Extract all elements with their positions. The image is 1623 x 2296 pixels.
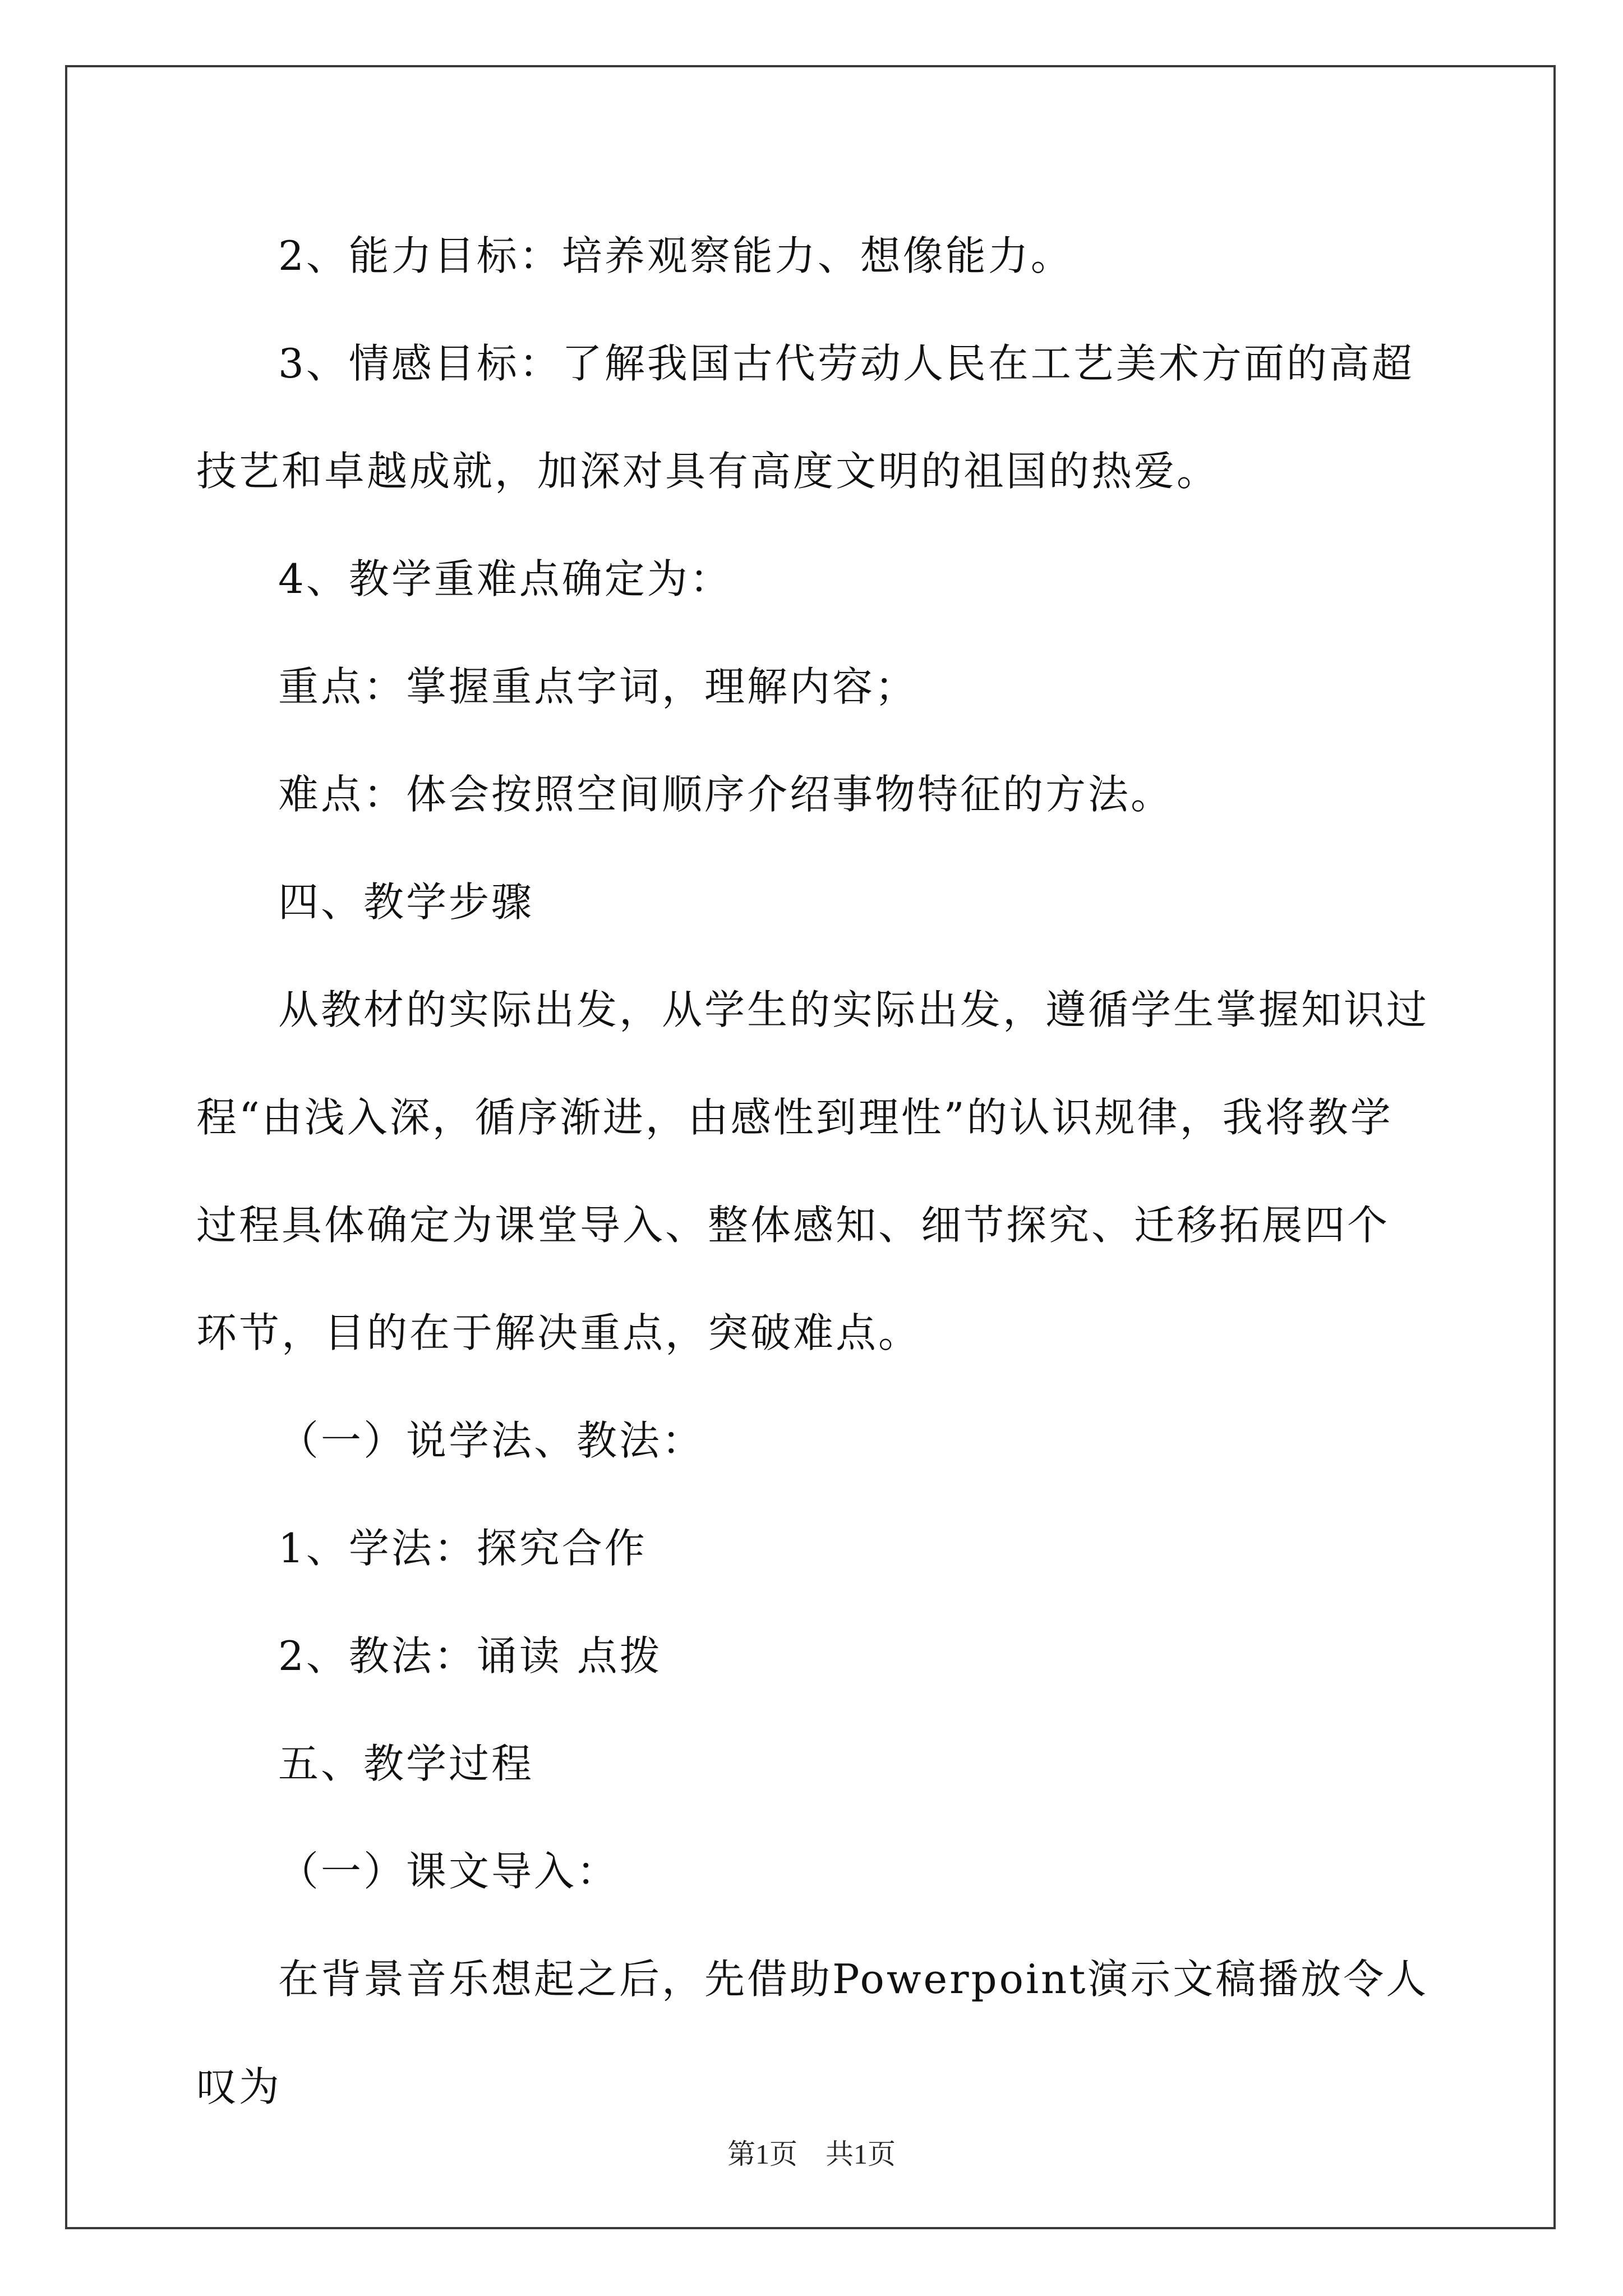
- section-heading: 四、教学步骤: [278, 878, 534, 926]
- paragraph: 在背景音乐想起之后，先借助Powerpoint演示文稿播放令人叹为: [196, 1955, 1429, 2110]
- document-body: [196, 202, 1430, 2141]
- page-number-footer: 第1页 共1页: [727, 2138, 896, 2170]
- paragraph: 从教材的实际出发，从学生的实际出发，遵循学生掌握知识过程“由浅入深，循序渐进，由感性到理性”的认识规律，我将教学过程具体确定为课堂导入、整体感知、细节探究、迁移拓展四个环节，目的在于解决重点，突破难点。: [196, 986, 1430, 1356]
- subsection-heading: （一）课文导入：: [278, 1848, 620, 1895]
- paragraph: 重点：掌握重点字词，理解内容；: [278, 663, 918, 710]
- section-heading: 五、教学过程: [278, 1740, 534, 1787]
- paragraph: 难点：体会按照空间顺序介绍事物特征的方法。: [278, 771, 1174, 818]
- paragraph: 1、学法：探究合作: [278, 1525, 647, 1572]
- paragraph: 3、情感目标：了解我国古代劳动人民在工艺美术方面的高超技艺和卓越成就，加深对具有高度文明的祖国的热爱。: [196, 340, 1414, 495]
- paragraph: 4、教学重难点确定为：: [278, 555, 732, 602]
- paragraph: 2、能力目标：培养观察能力、想像能力。: [278, 232, 1073, 279]
- subsection-heading: （一）说学法、教法：: [278, 1417, 705, 1464]
- paragraph: 2、教法：诵读 点拨: [278, 1632, 662, 1680]
